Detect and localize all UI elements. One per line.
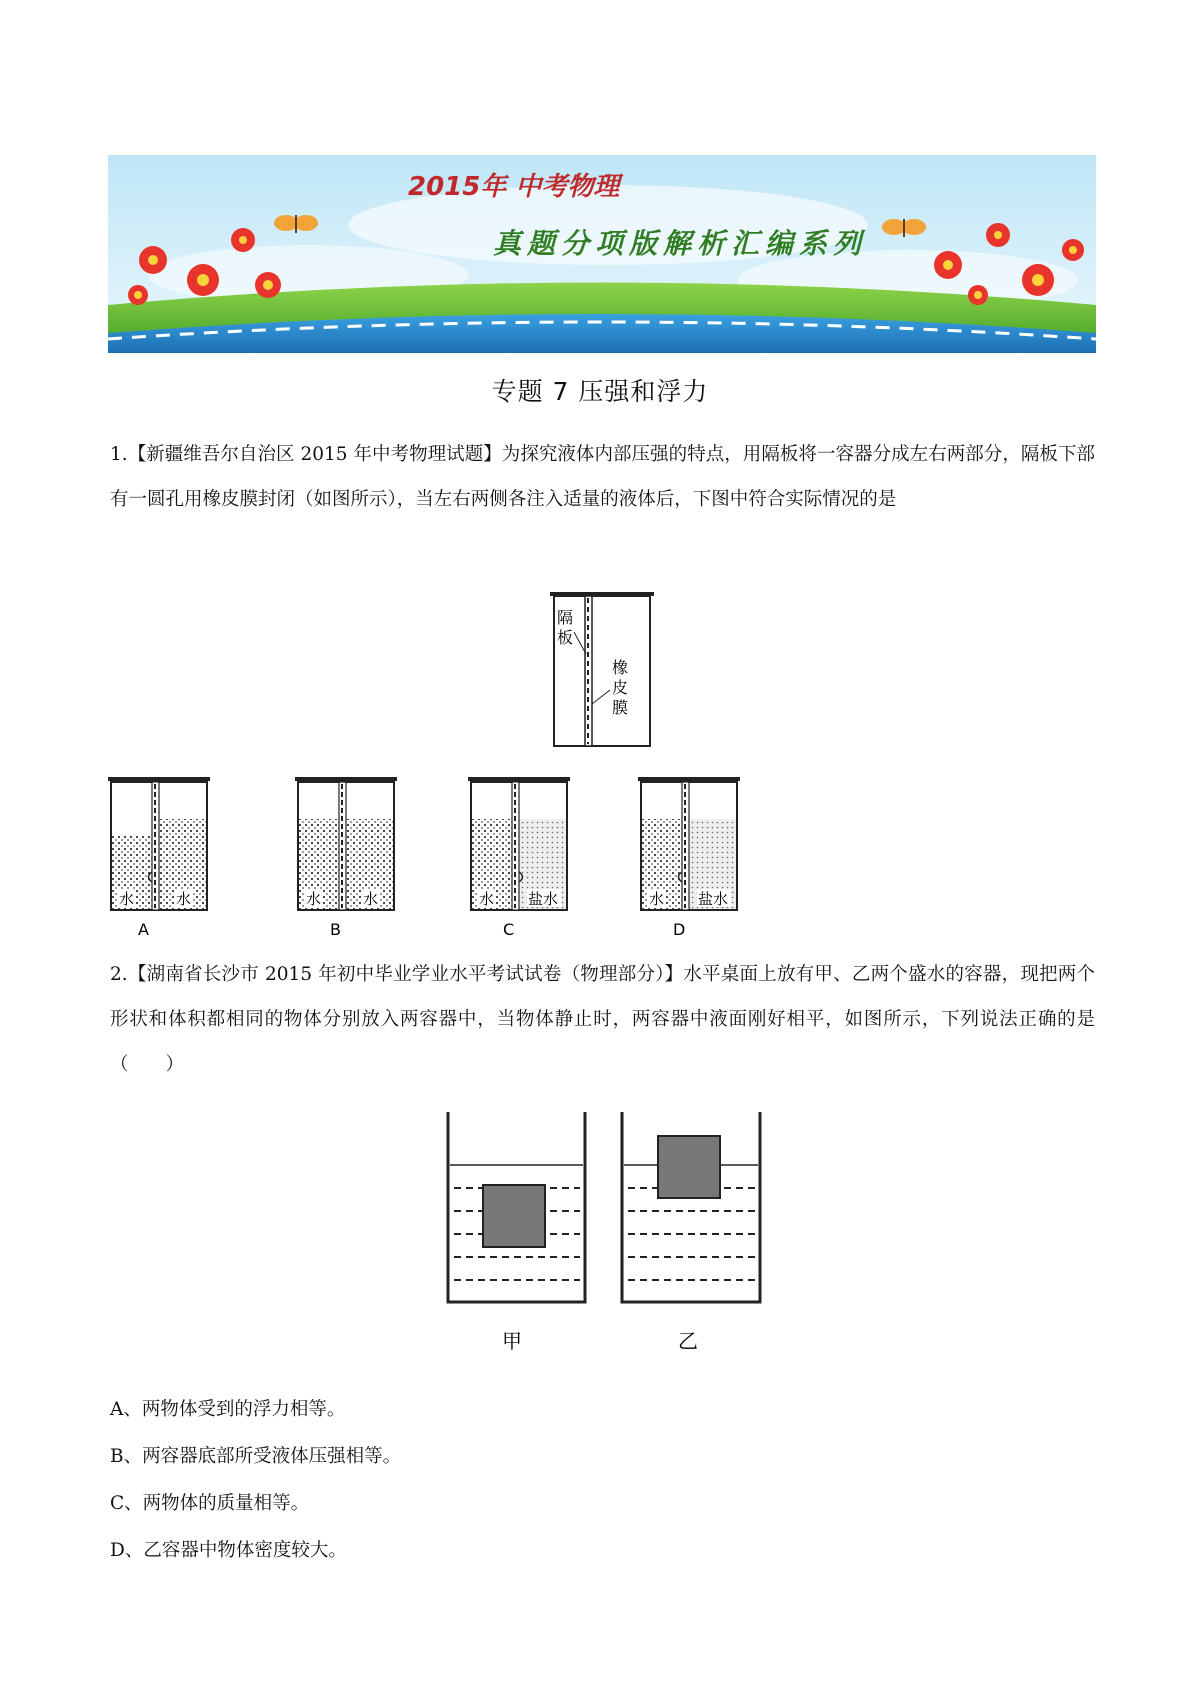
choice-c-left-liquid: 水	[479, 890, 495, 908]
banner-line2: 真题分项版解析汇编系列	[493, 227, 868, 260]
choice-a-right-liquid: 水	[176, 890, 192, 908]
block-jia	[483, 1185, 545, 1247]
membrane-label-char: 皮	[612, 678, 629, 697]
block-yi	[658, 1136, 720, 1198]
q2-option-b: B、两容器底部所受液体压强相等。	[110, 1446, 402, 1467]
header-banner	[108, 155, 1096, 353]
container-yi	[622, 1112, 760, 1302]
choice-a-left-liquid: 水	[119, 890, 135, 908]
partition-label-char: 板	[557, 628, 574, 647]
q1-main-figure	[540, 588, 670, 758]
choice-figure-c	[468, 779, 570, 939]
question-1-text: 1.【新疆维吾尔自治区 2015 年中考物理试题】为探究液体内部压强的特点，用隔板将一容器分成左右两部分，隔板下部有一圆孔用橡皮膜封闭（如图所示），当左右两侧各注入适量的液体后，下图中符合实际情况的是	[110, 444, 1095, 510]
choice-a-letter: A	[138, 920, 149, 939]
choice-c-right-liquid: 盐水	[528, 890, 559, 908]
container-jia	[448, 1112, 585, 1302]
q2-option-d: D、乙容器中物体密度较大。	[110, 1540, 347, 1561]
banner-line1: 2015年 中考物理	[408, 172, 620, 202]
choice-d-left-liquid: 水	[649, 890, 665, 908]
partition-label-char: 隔	[557, 608, 574, 627]
choice-figure-b	[295, 779, 397, 939]
choice-c-letter: C	[503, 920, 515, 939]
membrane-label-char: 膜	[612, 698, 629, 717]
container-yi-label: 乙	[678, 1329, 698, 1353]
q2-option-a: A、两物体受到的浮力相等。	[110, 1399, 346, 1420]
choice-figure-a	[108, 779, 210, 939]
choice-figure-d	[638, 779, 740, 939]
choice-b-letter: B	[330, 920, 341, 939]
q1-choice-figures	[105, 775, 805, 945]
choice-d-right-liquid: 盐水	[698, 890, 729, 908]
q2-figure	[440, 1110, 780, 1360]
choice-b-right-liquid: 水	[363, 890, 379, 908]
question-1	[110, 432, 1095, 522]
choice-d-letter: D	[673, 920, 686, 939]
q2-option-c: C、两物体的质量相等。	[110, 1493, 310, 1514]
membrane-label-char: 橡	[612, 658, 629, 677]
question-2	[110, 952, 1095, 1087]
page-title: 专题 7 压强和浮力	[491, 377, 709, 406]
question-2-text: 2.【湖南省长沙市 2015 年初中毕业学业水平考试试卷（物理部分）】水平桌面上放有甲、乙两个盛水的容器，现把两个形状和体积都相同的物体分别放入两容器中，当物体静止时，两容器中液面刚好相平，如图所示，下列说法正确的是（ ）	[110, 964, 1095, 1075]
container-jia-label: 甲	[502, 1329, 522, 1353]
choice-b-left-liquid: 水	[306, 890, 322, 908]
